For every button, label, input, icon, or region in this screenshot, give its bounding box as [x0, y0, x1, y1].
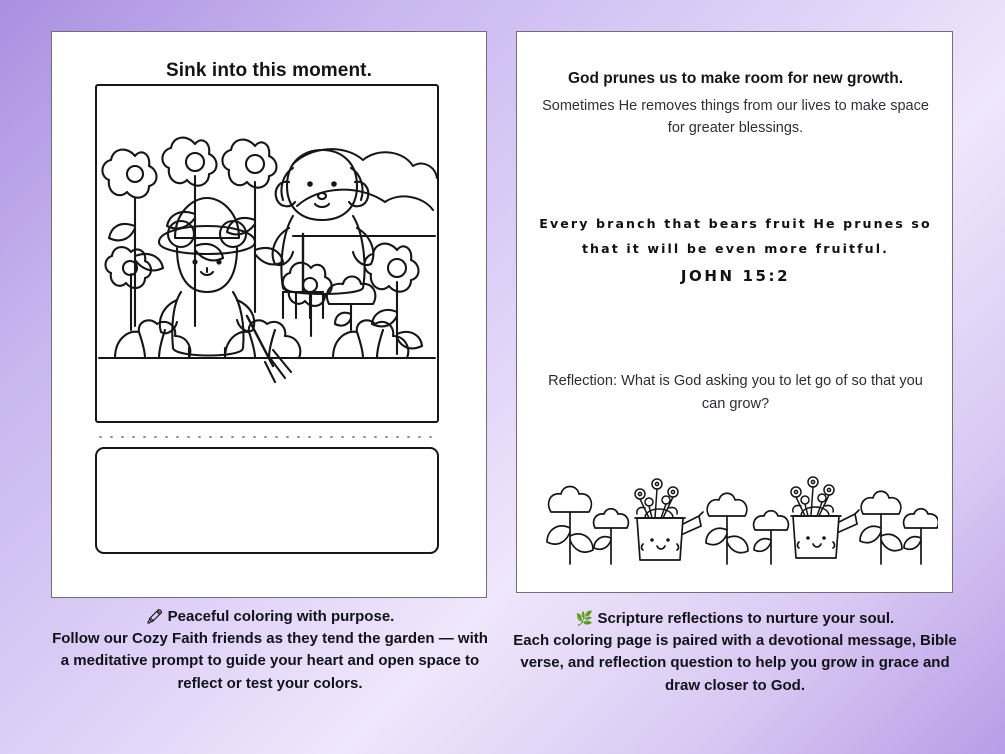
caption-left: [48, 606, 492, 695]
crayon-icon: 🖍: [145, 608, 164, 624]
devotional-body: Sometimes He removes things from our lives to make space for greater blessings.: [542, 98, 929, 137]
caption-left-headline-row: [48, 606, 492, 628]
caption-right: [512, 608, 958, 697]
devotional-page-card: [516, 31, 953, 593]
caption-right-body: Each coloring page is paired with a devotional message, Bible verse, and reflection question to help you grow in grace and draw closer to God.: [513, 632, 957, 694]
caption-right-headline: Scripture reflections to nurture your soul.: [597, 610, 895, 627]
garden-border-illustration: [533, 472, 938, 577]
caption-right-headline-row: [512, 608, 958, 630]
page-title: Sink into this moment.: [166, 60, 372, 81]
reflection-question: Reflection: What is God asking you to let go of so that you can grow?: [548, 373, 923, 413]
garden-scene-line-art: [97, 86, 437, 421]
caption-left-body: Follow our Cozy Faith friends as they tend the garden — with a meditative prompt to guide your heart and open space to reflect or test your colors.: [52, 630, 488, 692]
coloring-illustration: [95, 84, 439, 423]
bible-verse-text: Every branch that bears fruit He prunes so that it will be even more fruitful.: [539, 216, 932, 256]
perforation-divider: [95, 434, 439, 438]
reflection-write-box[interactable]: [95, 447, 439, 554]
bible-verse-reference: JOHN 15:2: [680, 267, 791, 285]
devotional-heading: God prunes us to make room for new growth.: [568, 70, 903, 87]
herb-icon: 🌿: [575, 610, 594, 626]
tulips-and-watering-cans: [533, 472, 938, 577]
caption-left-headline: Peaceful coloring with purpose.: [167, 608, 395, 625]
coloring-page-card: [51, 31, 487, 598]
